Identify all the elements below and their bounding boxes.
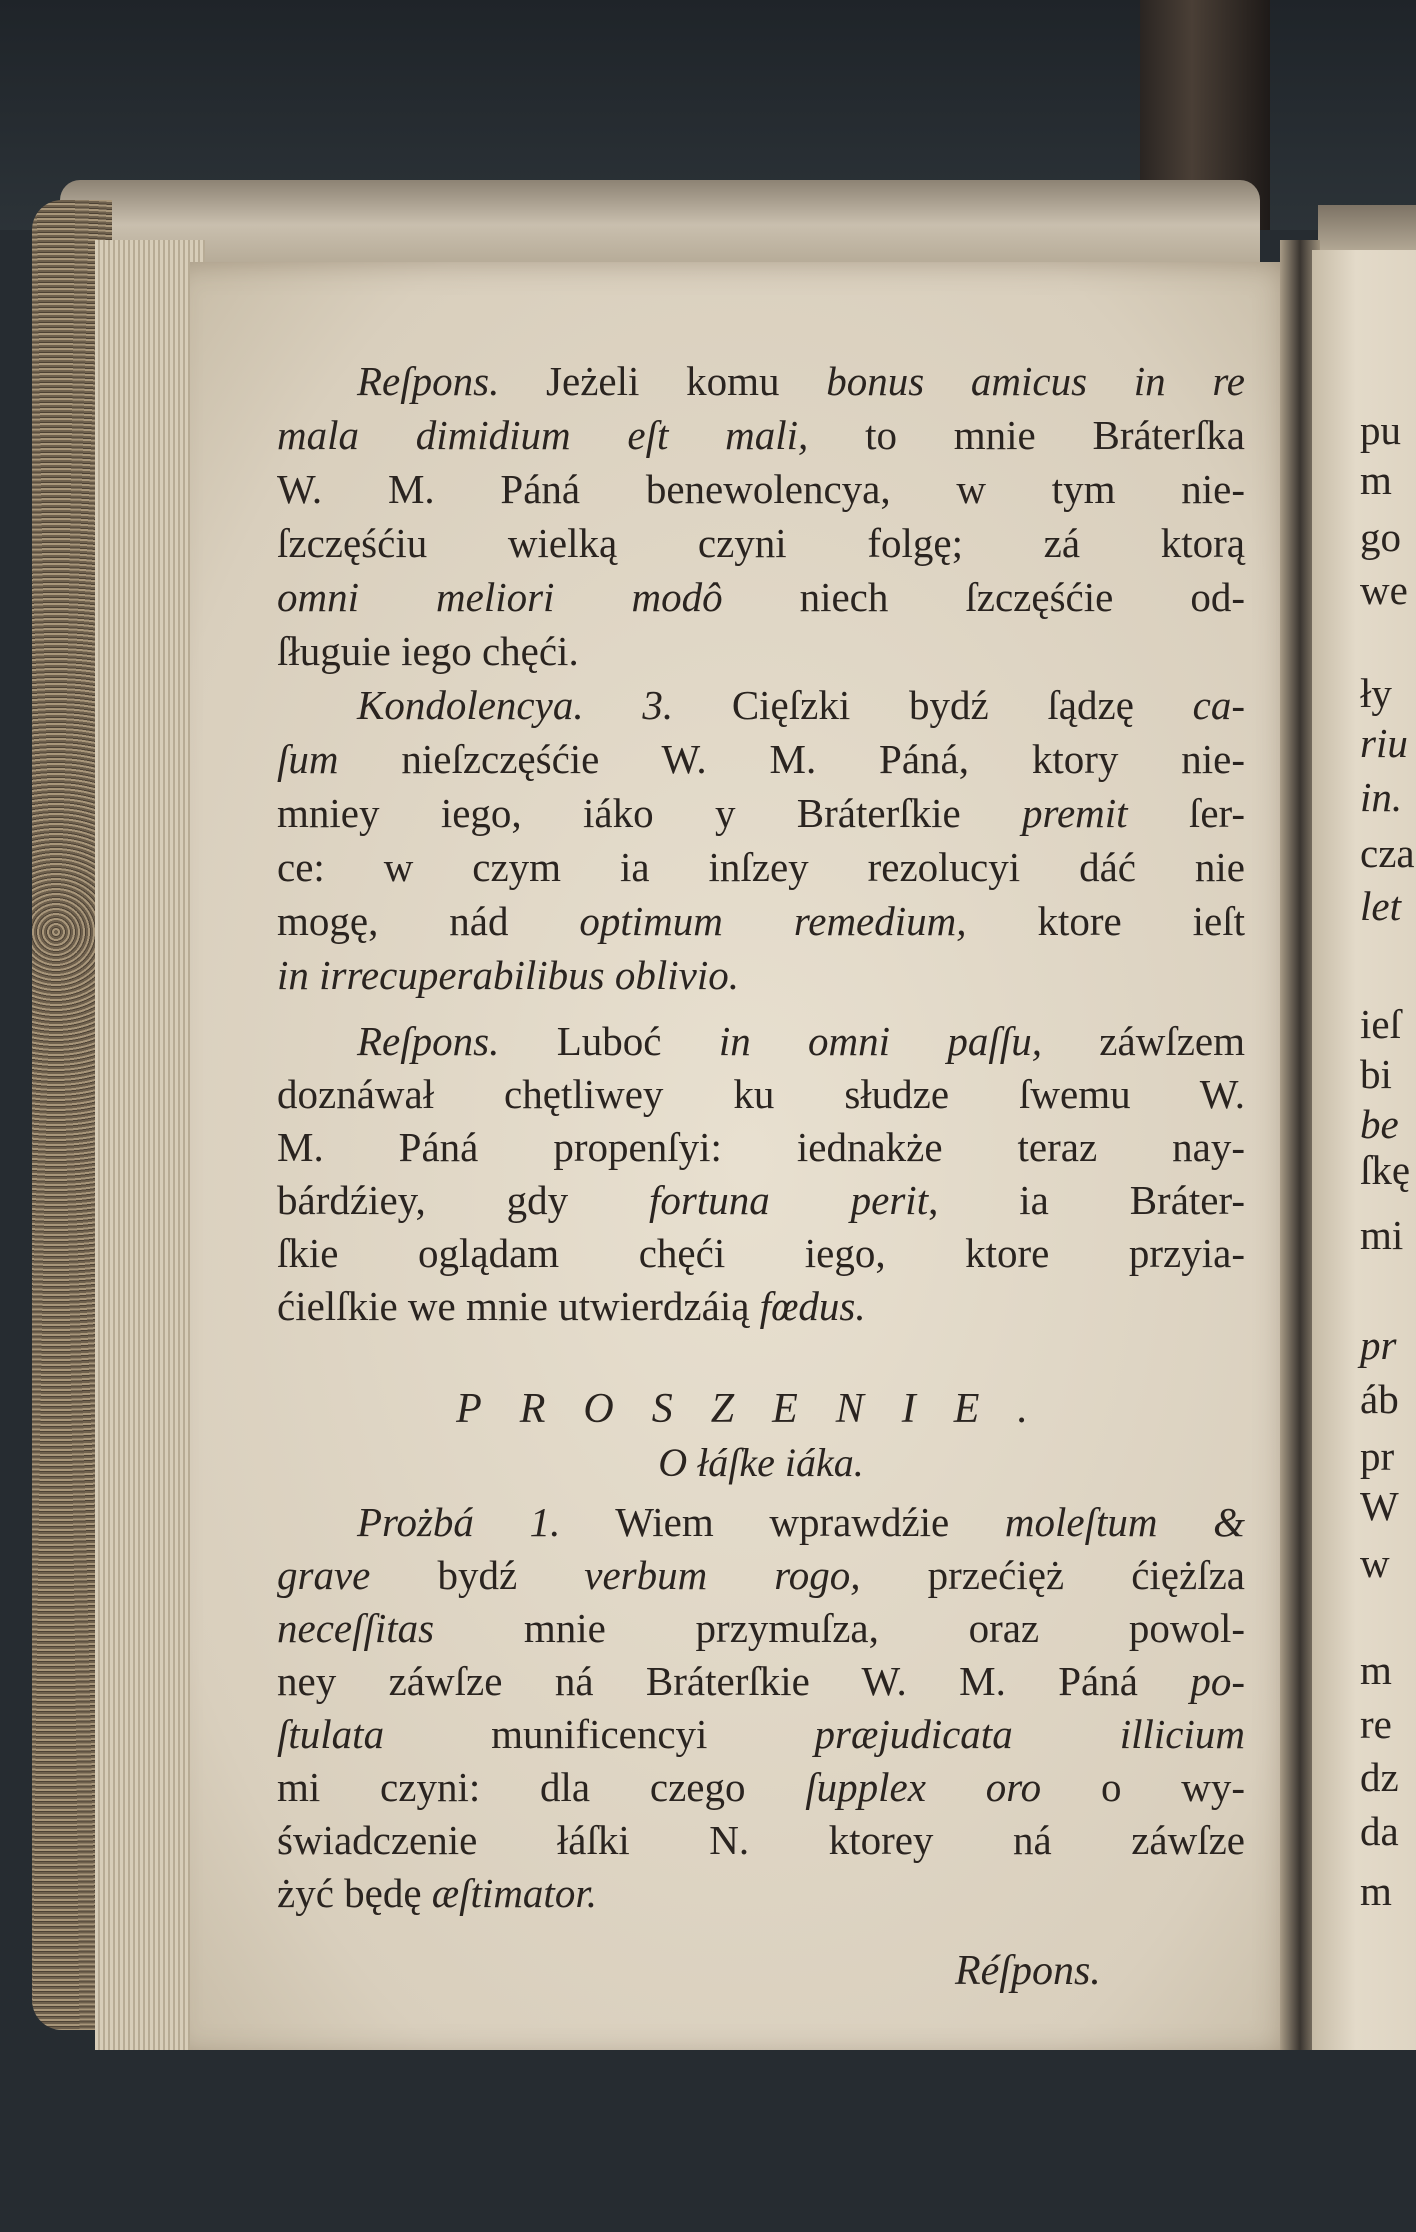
dark-background-bottom	[60, 2050, 1416, 2232]
italic-text: fortuna perit	[649, 1177, 929, 1223]
right-page-fragment: re	[1360, 1701, 1392, 1747]
roman-text: żyć będę	[277, 1870, 432, 1916]
italic-text: verbum rogo,	[584, 1552, 861, 1598]
italic-text: in omni paſſu,	[718, 1018, 1042, 1064]
italic-text: ca-	[1192, 682, 1245, 728]
italic-text: optimum remedium,	[579, 898, 967, 944]
italic-text: in irrecuperabilibus oblivio.	[277, 952, 739, 998]
right-page-fragment: W	[1360, 1483, 1399, 1529]
roman-text: ſkie oglądam chęći iego, ktore przyia-	[277, 1230, 1245, 1276]
text-line	[277, 1121, 1245, 1174]
roman-text: Wiem wprawdźie	[560, 1499, 1005, 1545]
italic-text: æſtimator.	[431, 1870, 597, 1916]
italic-text: moleſtum &	[1004, 1499, 1246, 1545]
text-line	[277, 678, 1245, 732]
right-page-fragment: bi	[1360, 1051, 1392, 1097]
italic-text: præjudicata illicium	[814, 1711, 1246, 1757]
book-top-edge	[60, 180, 1260, 270]
text-line	[277, 516, 1245, 570]
roman-text: niech ſzczęśćie od-	[722, 574, 1245, 620]
roman-text: ſługuie iego chęći.	[277, 628, 579, 674]
paragraph-prozba	[277, 1496, 1245, 1920]
text-line	[277, 1227, 1245, 1280]
italic-text: neceſſitas	[277, 1605, 435, 1651]
paragraph-respons-2	[277, 1015, 1245, 1333]
text-line	[277, 462, 1245, 516]
right-page-fragment: riu	[1360, 720, 1408, 766]
roman-text: ſer-	[1127, 790, 1245, 836]
text-line	[277, 1708, 1245, 1761]
right-page-fragment: go	[1360, 514, 1401, 560]
text-line	[277, 1280, 1245, 1333]
text-line	[277, 1655, 1245, 1708]
right-page-fragment: pu	[1360, 407, 1401, 453]
roman-text: ney záwſze ná Bráterſkie W. M. Páná	[277, 1658, 1191, 1704]
text-line	[277, 1602, 1245, 1655]
roman-text: , ia Bráter-	[928, 1177, 1245, 1223]
text-line	[277, 1761, 1245, 1814]
roman-text: ſzczęśćiu wielką czyni folgę; zá ktorą	[277, 520, 1245, 566]
right-page-fragment: dz	[1360, 1754, 1399, 1800]
roman-text: doznáwał chętliwey ku słudze ſwemu W.	[277, 1071, 1245, 1117]
text-line	[277, 1068, 1245, 1121]
text-line	[277, 732, 1245, 786]
roman-text: Luboć	[499, 1018, 719, 1064]
italic-text: ſupplex oro	[805, 1764, 1042, 1810]
text-line	[277, 1867, 1245, 1920]
roman-text: M. Páná propenſyi: iednakże teraz nay-	[277, 1124, 1245, 1170]
text-line	[277, 1549, 1245, 1602]
right-page-fragment: pr	[1360, 1322, 1397, 1368]
roman-text: ćielſkie we mnie utwierdzáią	[277, 1283, 760, 1329]
right-page-fragment: pr	[1360, 1433, 1395, 1479]
italic-text: bonus amicus in re	[826, 358, 1245, 404]
italic-text: ſtulata	[277, 1711, 385, 1757]
text-line	[277, 840, 1245, 894]
right-page-fragment: ieſ	[1360, 1001, 1401, 1047]
text-line	[277, 570, 1245, 624]
right-page-fragment: cza	[1360, 830, 1415, 876]
roman-text: Cięſzki bydź ſądzę	[673, 682, 1193, 728]
page-stack-edge	[95, 240, 205, 2050]
right-page-fragment: w	[1360, 1540, 1390, 1586]
text-line	[277, 894, 1245, 948]
roman-text: mi czyni: dla czego	[277, 1764, 806, 1810]
roman-text: Jeżeli komu	[499, 358, 827, 404]
italic-text: fœdus.	[759, 1283, 866, 1329]
italic-text: Prożbá 1.	[357, 1499, 561, 1545]
italic-text: po-	[1190, 1658, 1245, 1704]
roman-text: bárdźiey, gdy	[277, 1177, 650, 1223]
italic-text: Kondolencya. 3.	[357, 682, 674, 728]
roman-text: nieſzczęśćie W. M. Páná, ktory nie-	[338, 736, 1245, 782]
roman-text: munificencyi	[384, 1711, 815, 1757]
right-page-fragment: ſkę	[1360, 1147, 1411, 1193]
roman-text: ce: w czym ia inſzey rezolucyi dáć nie	[277, 844, 1245, 890]
right-page-fragment: m	[1360, 1868, 1392, 1914]
italic-text: grave	[277, 1552, 371, 1598]
text-line	[277, 408, 1245, 462]
right-page-fragment: m	[1360, 1647, 1392, 1693]
italic-text: omni meliori modô	[277, 574, 723, 620]
section-subheading: O łáſke iáka.	[658, 1440, 864, 1485]
right-page-fragment: we	[1360, 567, 1408, 613]
text-line	[277, 354, 1245, 408]
roman-text: W. M. Páná benewolencya, w tym nie-	[277, 466, 1245, 512]
italic-text: premit	[1022, 790, 1128, 836]
text-line	[277, 948, 1245, 1002]
section-heading: PROSZENIE.	[456, 1386, 1066, 1432]
roman-text: to mnie Bráterſka	[808, 412, 1246, 458]
catchword: Réſpons.	[955, 1948, 1101, 1994]
text-line	[277, 1015, 1245, 1068]
italic-text: ſum	[277, 736, 339, 782]
roman-text: świadczenie łáſki N. ktorey ná záwſze	[277, 1817, 1245, 1863]
paragraph-respons-1	[277, 354, 1245, 1002]
right-page-fragment: be	[1360, 1101, 1399, 1147]
roman-text: mnie przymuſza, oraz powol-	[434, 1605, 1245, 1651]
roman-text: przećięż ćiężſza	[860, 1552, 1245, 1598]
right-page-fragment: áb	[1360, 1376, 1399, 1422]
italic-text: Reſpons.	[357, 1018, 500, 1064]
text-line	[277, 786, 1245, 840]
right-page-fragment: let	[1360, 883, 1401, 929]
right-page-fragment: in.	[1360, 774, 1403, 820]
text-line	[277, 624, 1245, 678]
roman-text: o wy-	[1041, 1764, 1245, 1810]
right-page-fragment: m	[1360, 457, 1392, 503]
italic-text: mala dimidium eſt mali,	[277, 412, 809, 458]
roman-text: ktore ieſt	[966, 898, 1245, 944]
right-page-fragment: ły	[1360, 670, 1392, 716]
roman-text: bydź	[370, 1552, 585, 1598]
italic-text: Reſpons.	[357, 358, 500, 404]
roman-text: záwſzem	[1041, 1018, 1245, 1064]
right-page-fragment: da	[1360, 1808, 1399, 1854]
text-line	[277, 1174, 1245, 1227]
right-page-fragment: mi	[1360, 1212, 1404, 1258]
roman-text: mniey iego, iáko y Bráterſkie	[277, 790, 1023, 836]
text-line	[277, 1814, 1245, 1867]
roman-text: mogę, nád	[277, 898, 580, 944]
text-line	[277, 1496, 1245, 1549]
